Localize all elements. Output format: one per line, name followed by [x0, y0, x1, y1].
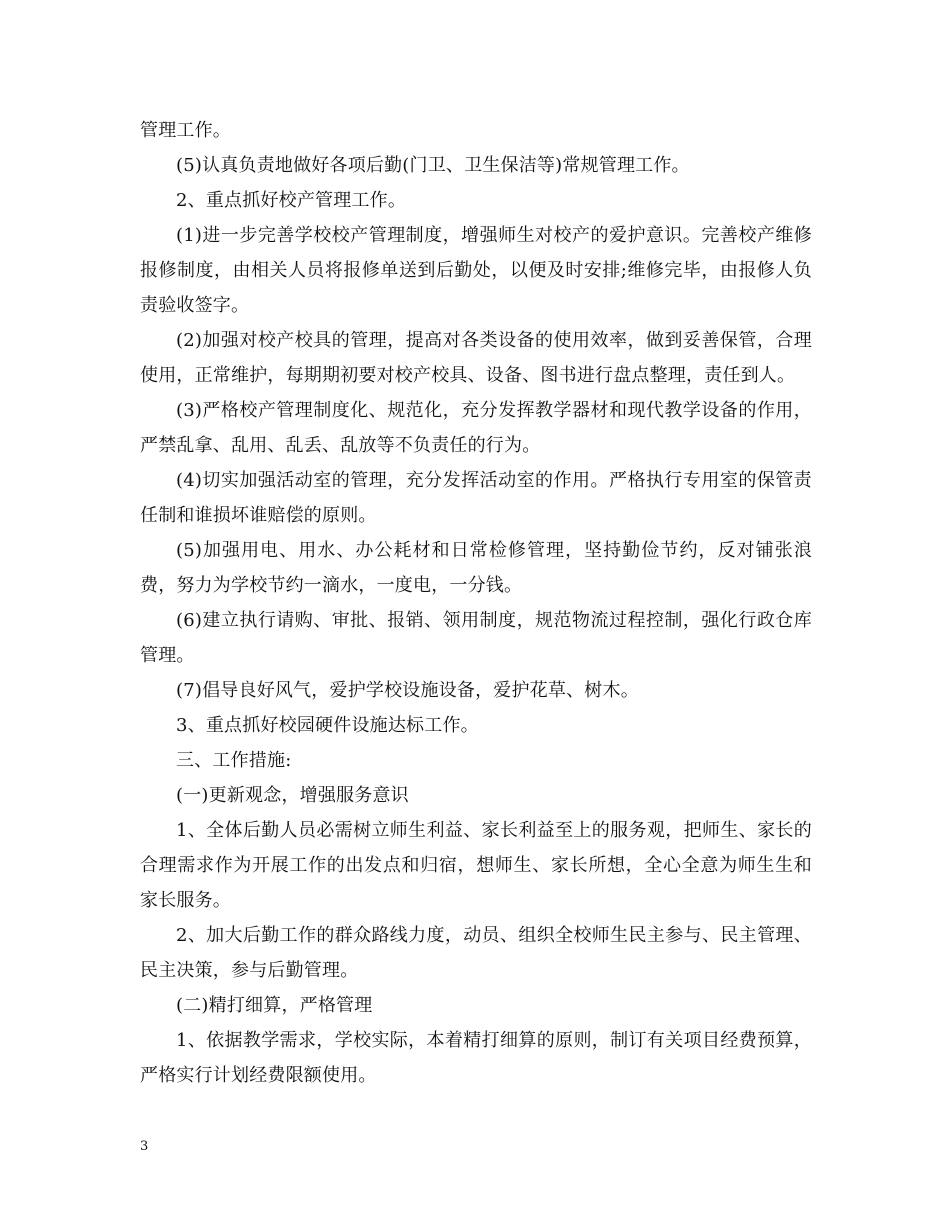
paragraph: 1、依据教学需求，学校实际，本着精打细算的原则，制订有关项目经费预算，严格实行计划经费限额使用。	[140, 1030, 812, 1086]
paragraph: (7)倡导良好风气，爱护学校设施设备，爱护花草、树木。	[176, 680, 639, 701]
subsection-heading: (一)更新观念，增强服务意识	[176, 785, 409, 806]
paragraph: (6)建立执行请购、审批、报销、领用制度，规范物流过程控制，强化行政仓库管理。	[140, 610, 812, 666]
page-number: 3	[140, 1139, 149, 1154]
subsection-heading: (二)精打细算，严格管理	[176, 995, 373, 1016]
section-heading: 三、工作措施:	[176, 750, 292, 771]
paragraph: 1、全体后勤人员必需树立师生利益、家长利益至上的服务观，把师生、家长的合理需求作为开展工作的出发点和归宿，想师生、家长所想，全心全意为师生生和家长服务。	[140, 820, 812, 911]
document-body	[140, 113, 812, 1093]
paragraph: 管理工作。	[140, 120, 231, 141]
paragraph: (5)加强用电、用水、办公耗材和日常检修管理，坚持勤俭节约，反对铺张浪费，努力为学校节约一滴水，一度电，一分钱。	[140, 540, 812, 596]
paragraph: (1)进一步完善学校校产管理制度，增强师生对校产的爱护意识。完善校产维修报修制度，由相关人员将报修单送到后勤处，以便及时安排;维修完毕，由报修人负责验收签字。	[140, 225, 812, 316]
paragraph: 2、重点抓好校产管理工作。	[176, 190, 407, 211]
paragraph: 2、加大后勤工作的群众路线力度，动员、组织全校师生民主参与、民主管理、民主决策，参与后勤管理。	[140, 925, 812, 981]
paragraph: (2)加强对校产校具的管理，提高对各类设备的使用效率，做到妥善保管，合理使用，正常维护，每期期初要对校产校具、设备、图书进行盘点整理，责任到人。	[140, 330, 812, 386]
paragraph: (4)切实加强活动室的管理，充分发挥活动室的作用。严格执行专用室的保管责任制和谁损坏谁赔偿的原则。	[140, 470, 812, 526]
paragraph: 3、重点抓好校园硬件设施达标工作。	[176, 715, 479, 736]
paragraph: (5)认真负责地做好各项后勤(门卫、卫生保洁等)常规管理工作。	[176, 155, 690, 176]
paragraph: (3)严格校产管理制度化、规范化，充分发挥教学器材和现代教学设备的作用，严禁乱拿、乱用、乱丢、乱放等不负责任的行为。	[140, 400, 812, 456]
